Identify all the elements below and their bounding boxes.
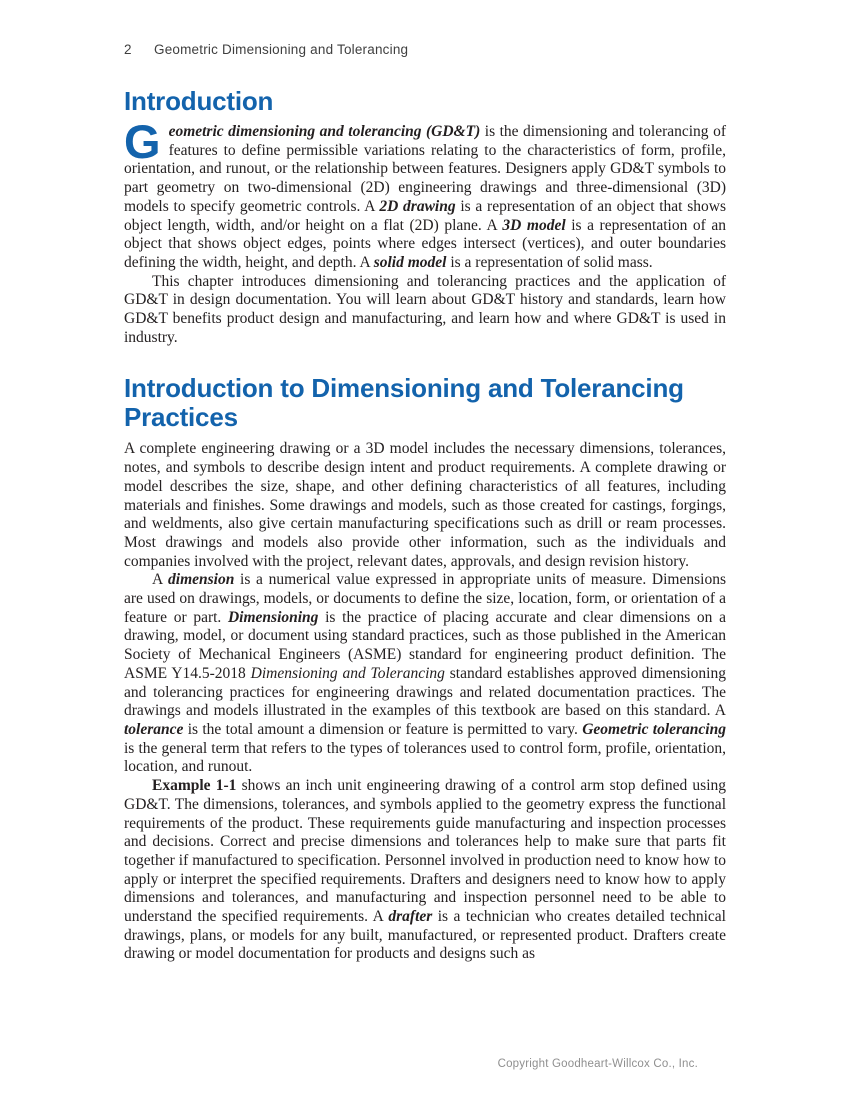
- text-run: is a representation of an object that shows object edges, points where edges intersect (vertices), and outer boundaries defining the width, height, and depth. A: [124, 216, 726, 271]
- text-run: 2D drawing: [379, 197, 456, 215]
- page-number: 2: [124, 42, 132, 57]
- paragraph: [124, 571, 726, 777]
- text-run: shows an inch unit engineering drawing of a control arm stop defined using GD&T. The dimensions, tolerances, and symbols applied to the geometry express the functional requirements of the product. These requirements guide manufacturing and inspection processes and decisions. Correct and precise dimensions and tolerances help to make sure that parts fit together if manufactured to specification. Personnel involved in production need to know how to apply or interpret the specified requirements. Drafters and designers need to know how to apply dimensions and tolerances, and manufacturing and inspection personnel need to be able to understand the specified requirements. A: [124, 777, 727, 926]
- text-run: is a representation of an object that shows object length, width, and/or height on a flat (2D) plane. A: [124, 197, 726, 234]
- text-run: is the practice of placing accurate and clear dimensions on a drawing, model, or document using standard practices, such as those published in the American Society of Mechanical Engineers (ASME) standard for engineering product definition. The ASME Y14.5-2018: [124, 608, 726, 682]
- text-run: This chapter introduces dimensioning and tolerancing practices and the application of GD&T in design documentation. You will learn about GD&T history and standards, learn how GD&T benefits product design and manufacturing, and learn how and where GD&T is used in industry.: [124, 272, 726, 346]
- page-body: [124, 87, 726, 964]
- paragraph: [124, 273, 726, 348]
- text-run: solid model: [373, 253, 447, 271]
- text-run: is the dimensioning and tolerancing of features to define permissible variations relating to the characteristics of form, profile, orientation, and runout, or the relationship between features. Designers apply GD&T symbols to part geometry on two-dimensional (2D) engineering drawings and three-dimensional (3D) models to specify geometric controls. A: [124, 123, 726, 215]
- running-head: [124, 0, 726, 57]
- paragraph: [124, 440, 726, 571]
- text-run: is the total amount a dimension or feature is permitted to vary.: [183, 720, 583, 738]
- text-run: Geometric tolerancing: [582, 720, 726, 738]
- text-run: drafter: [388, 908, 433, 926]
- text-run: standard establishes approved dimensioning and tolerancing practices for engineering drawings and related documentation practices. The drawings and models illustrated in the examples of this textbook are based on this standard. A: [124, 664, 726, 720]
- text-run: is a technician who creates detailed technical drawings, plans, or models for any built, manufactured, or represented product. Drafters create drawing or model documentation for products and designs such as: [124, 908, 726, 963]
- copyright-notice: Copyright Goodheart-Willcox Co., Inc.: [497, 1058, 698, 1070]
- text-run: is the general term that refers to the types of tolerances used to control form, profile, orientation, location, and runout.: [124, 739, 726, 776]
- text-run: dimension: [168, 571, 235, 589]
- chapter-title: Geometric Dimensioning and Tolerancing: [154, 42, 409, 57]
- section-heading: Introduction to Dimensioning and Tolerancing Practices: [124, 373, 684, 433]
- text-run: Dimensioning and Tolerancing: [250, 664, 445, 682]
- text-run: eometric dimensioning and tolerancing (GD&T): [168, 123, 481, 140]
- text-run: is a numerical value expressed in appropriate units of measure. Dimensions are used on drawings, models, or documents to define the size, location, form, or orientation of a feature or part.: [124, 571, 726, 626]
- text-run: Dimensioning: [227, 608, 319, 626]
- text-run: tolerance: [124, 720, 184, 738]
- drop-cap: G: [124, 115, 161, 168]
- page-content: [124, 0, 726, 964]
- text-run: Example 1-1: [152, 777, 237, 795]
- paragraph: [124, 115, 726, 273]
- paragraph: [124, 777, 726, 964]
- text-run: 3D model: [502, 216, 566, 234]
- text-run: is a representation of solid mass.: [446, 253, 653, 271]
- section-heading: Introduction: [124, 86, 274, 116]
- text-run: A: [152, 571, 169, 589]
- text-run: A complete engineering drawing or a 3D model includes the necessary dimensions, tolerances, notes, and symbols to describe design intent and product requirements. A complete drawing or model describes the size, shape, and other defining characteristics of all features, including materials and finishes. Some drawings and models, such as those created for castings, forgings, and weldments, also give certain manufacturing specifications such as drill or ream processes. Most drawings and models also provide other information, such as the individuals and companies involved with the project, relevant dates, approvals, and design revision history.: [124, 440, 726, 570]
